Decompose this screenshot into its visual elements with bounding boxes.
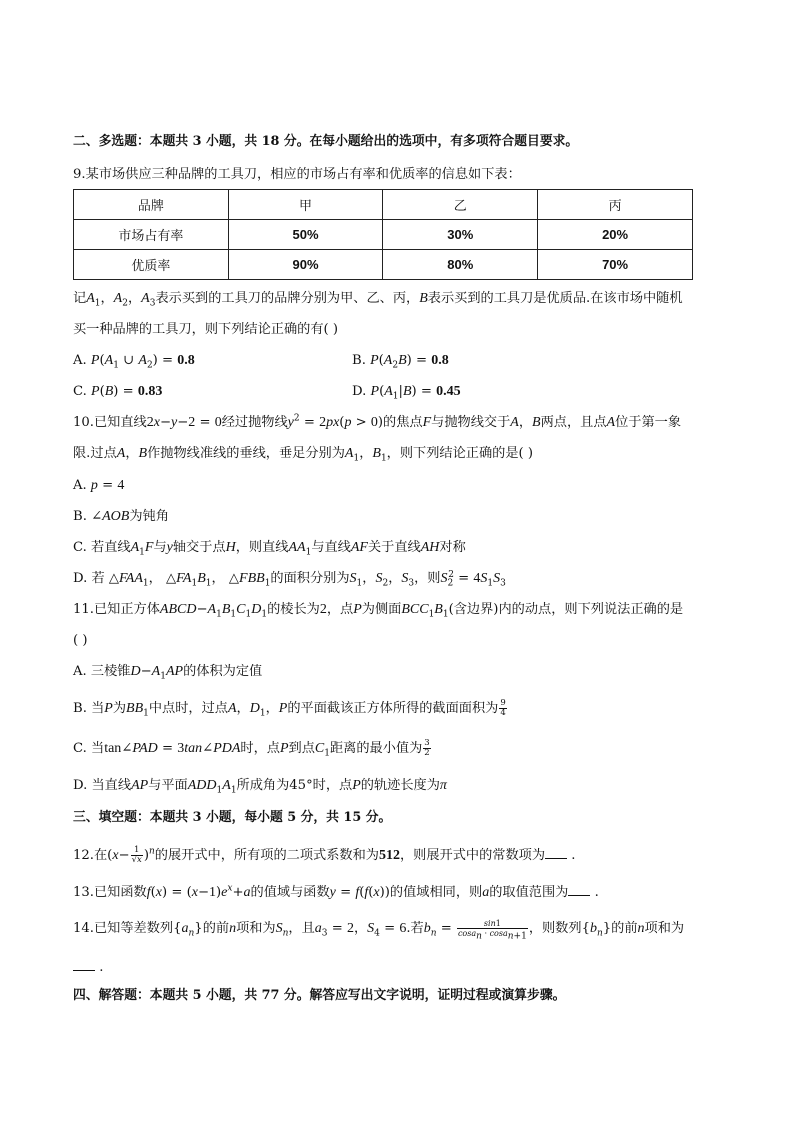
q10-option-a: A. p = 4 [73, 478, 125, 493]
table-header-cell: 乙 [383, 190, 538, 220]
table-cell: 70% [538, 250, 693, 280]
q10-text: 轴交于点 [172, 540, 226, 555]
table-header-cell: 品牌 [74, 190, 229, 220]
q11-text: 中点时，过点 [148, 701, 228, 716]
q10-text: D. 若 [73, 571, 105, 586]
q10-text: 位于第一象 [615, 415, 682, 430]
q14-text: 14.已知等差数列 [73, 921, 174, 936]
q11-text: A. 三棱锥 [73, 664, 131, 679]
answer-blank[interactable] [73, 958, 95, 971]
q14-text: ，则数列 [528, 921, 582, 936]
q10-line-2: 限.过点A，B作抛物线准线的垂线，垂足分别为$A_1$，$B_1$，则下列结论正确的是( ) [73, 446, 534, 464]
q11-option-c: C. 当tan∠PAD = 3tan∠PDA时，点P到点$C_1$距离的最小值为 $\frac{3}{2}$ [73, 738, 430, 759]
answer-blank[interactable] [545, 846, 567, 859]
q10-text: ，则直线 [235, 540, 289, 555]
q11-text: 与平面 [148, 778, 188, 793]
q9-text-2: 表示买到的工具刀是优质品.在该市场中随机 [427, 291, 683, 306]
q9-option-c: C. P(B) = 0.83 [73, 384, 163, 399]
q10-option-d: D. 若 $\triangle FAA_1$， $\triangle FA_1B_1$， $\triangle FBB_1$的面积分别为$S_1$，$S_2$，$S_3$，则$S_2^2 = 4S_1S_3$ [73, 569, 506, 589]
table-cell: 市场占有率 [74, 220, 229, 250]
answer-blank[interactable] [568, 883, 590, 896]
q14-line-2 [73, 958, 103, 977]
q13-line: 13.已知函数$f(x) = (x-1)e^x+a$的值域与函数y = f(f(x))的值域相同，则a的取值范围为 . [73, 883, 599, 900]
q10-text: 对称 [439, 540, 466, 555]
q11-text: (含边界)内的动点，则下列说法正确的是 [448, 602, 684, 617]
q14-text: .若 [406, 921, 424, 936]
q11-text: 为 [112, 701, 127, 716]
q13-text: 13.已知函数 [73, 885, 147, 900]
q12-line: 12.在(x− $\frac{1}{√x}$ )$^n$的展开式中，所有项的二项式系数和为512，则展开式中的常数项为 . [73, 845, 576, 865]
q10-text: 两点，且点 [540, 415, 607, 430]
fraction-9-4: $\frac{9}{4}$ [500, 698, 506, 718]
table-cell: 30% [383, 220, 538, 250]
q11-text: 的棱长为 [267, 602, 320, 617]
q11-option-a: A. 三棱锥$D-A_1AP$的体积为定值 [73, 664, 263, 682]
fraction-3-2: $\frac{3}{2}$ [424, 738, 430, 758]
section-heading-fill-in: 三、填空题：本题共 3 小题，每小题 5 分，共 15 分。 [73, 810, 392, 825]
q11-text: ，点 [326, 602, 354, 617]
q9-option-a: A. $P(A_1$ ∪ $A_2) = 0.8$ [73, 353, 195, 371]
q11-text: 11.已知正方体 [73, 602, 160, 617]
q11-text: B. 当 [73, 701, 105, 716]
q12-text: 12.在 [73, 848, 108, 863]
q10-text: 作抛物线准线的垂线，垂足分别为 [147, 446, 345, 461]
table-row [74, 250, 693, 280]
table-cell: 80% [383, 250, 538, 280]
section-heading-multiple-choice: 二、多选题：本题共 3 小题，共 18 分。在每小题给出的选项中，有多项符合题目要求。 [73, 134, 579, 149]
q10-text: 为钝角 [129, 509, 169, 524]
q12-text: ，则展开式中的常数项为 [399, 848, 546, 863]
q10-text: ，则 [414, 571, 441, 586]
q9-stem: 9.某市场供应三种品牌的工具刀，相应的市场占有率和优质率的信息如下表： [73, 167, 521, 182]
q11-option-b: B. 当P为$BB_1$中点时，过点A，$D_1$，P的平面截该正方体所得的截面面积为 $\frac{9}{4}$ [73, 698, 506, 719]
q12-text: 的展开式中，所有项的二项式系数和为 [154, 848, 379, 863]
q14-text: 项和为 [236, 921, 276, 936]
q14-text: 项和为 [644, 921, 685, 936]
q10-text: C. 若直线 [73, 540, 131, 555]
q10-text: 10.已知直线 [73, 415, 147, 430]
q12-text: . [571, 848, 576, 863]
q13-text: 的取值范围为 [489, 885, 569, 900]
table-cell: 50% [228, 220, 383, 250]
q9-line-1: 记$A_1$，$A_2$，$A_3$表示买到的工具刀的品牌分别为甲、乙、丙，B表示买到的工具刀是优质品.在该市场中随机 [73, 291, 683, 309]
q11-text: 的平面截该正方体所得的截面面积为 [287, 701, 499, 716]
table-cell: 优质率 [74, 250, 229, 280]
section-heading-solutions: 四、解答题：本题共 5 小题，共 77 分。解答应写出文字说明，证明过程或演算步骤。 [73, 988, 566, 1003]
q10-text: ，则下列结论正确的是( ) [386, 446, 534, 461]
q11-text: 为侧面 [361, 602, 402, 617]
q10-option-b: B. ∠AOB为钝角 [73, 509, 169, 524]
q9-option-b: B. $P(A_2B) = 0.8$ [352, 353, 449, 371]
table-row [74, 220, 693, 250]
q10-text: 经过抛物线 [221, 415, 288, 430]
q10-text: 限.过点 [73, 446, 117, 461]
q10-text: 关于直线 [367, 540, 421, 555]
q11-line-2: ( ) [73, 633, 88, 648]
q9-line-2: 买一种品牌的工具刀，则下列结论正确的有( ) [73, 322, 339, 337]
table-header-cell: 丙 [538, 190, 693, 220]
q10-text: 与直线 [311, 540, 351, 555]
fraction-1-sqrt-x: $\frac{1}{√x}$ [131, 845, 142, 865]
q11-text: C. 当 [73, 741, 105, 756]
q11-text: D. 当直线 [73, 778, 132, 793]
q14-text: 的前 [202, 921, 230, 936]
q13-text: . [594, 885, 599, 900]
q10-text: 与抛物线交于 [431, 415, 511, 430]
q14-text: . [99, 960, 104, 975]
q9-text-1: 表示买到的工具刀的品牌分别为甲、乙、丙， [155, 291, 420, 306]
q14-text: ，且 [288, 921, 315, 936]
q13-text: 的值域相同，则 [389, 885, 483, 900]
q11-text: 的轨迹长度为 [360, 778, 440, 793]
q11-text: 所成角为45°时，点 [236, 778, 353, 793]
table-cell: 20% [538, 220, 693, 250]
q14-text: 的前 [611, 921, 638, 936]
q10-text: 的焦点 [383, 415, 423, 430]
q11-text: 时，点 [240, 741, 280, 756]
q10-text: 与 [153, 540, 167, 555]
q10-line-1: 10.已知直线2x−y−2 = 0经过抛物线$y^2 = 2px(p > 0)$的焦点F与抛物线交于A，B两点，且点A位于第一象 [73, 413, 682, 430]
q11-line-1: 11.已知正方体$ABCD-A_1B_1C_1D_1$的棱长为2，点P为侧面$BCC_1B_1$(含边界)内的动点，则下列说法正确的是 [73, 602, 684, 620]
table-cell: 90% [228, 250, 383, 280]
q10-text: 的面积分别为 [270, 571, 350, 586]
q9-option-d: D. $P(A_1|B) = 0.45$ [352, 384, 461, 402]
q10-option-c: C. 若直线$A_1F$与y轴交于点H，则直线$AA_1$与直线AF关于直线AH对称 [73, 540, 466, 558]
q11-option-d: D. 当直线AP与平面$ADD_1A_1$所成角为45°时，点P的轨迹长度为π [73, 778, 447, 796]
fraction-sin1: $\frac{\sin 1}{\cos a_n \cdot \cos a_{n+1}}$ [457, 919, 527, 942]
table-header-cell: 甲 [228, 190, 383, 220]
q13-text: 的值域与函数 [250, 885, 330, 900]
q11-text: 到点 [288, 741, 315, 756]
q9-table [73, 189, 693, 280]
table-row [74, 190, 693, 220]
q14-line: 14.已知等差数列$\{a_n\}$的前n项和为$S_n$，且$a_3 = 2$，$S_4 = 6$.若$b_n$ = $\frac{\sin 1}{\cos a_n \cdot \cos a_{n+1}}$ ，则数列$\{b_n\}$的前n项和为 [73, 919, 685, 942]
q11-text: 距离的最小值为 [329, 741, 423, 756]
q11-text: 的体积为定值 [183, 664, 263, 679]
